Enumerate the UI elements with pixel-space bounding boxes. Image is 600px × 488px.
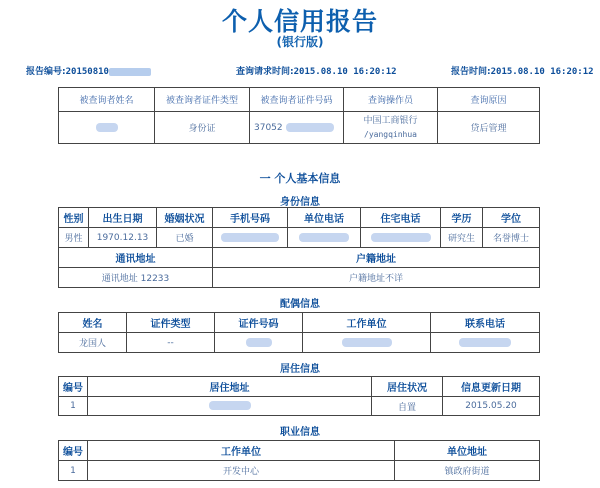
col-id-number: 被查询者证件号码 [250,88,344,112]
report-time [451,64,594,77]
col-employer: 工作单位 [88,441,395,461]
col-residence-updated: 信息更新日期 [443,377,540,397]
col-work-phone: 单位电话 [288,208,361,228]
col-reason: 查询原因 [438,88,540,112]
redacted-block [286,123,334,132]
id-number-prefix: 37052 [254,122,283,133]
queried-id-type: 身份证 [155,112,250,144]
spouse-id-number [215,333,303,353]
query-table [58,87,540,144]
spouse-table [58,312,540,353]
col-spouse-phone: 联系电话 [431,313,540,333]
employment-header-row [59,441,540,461]
col-mailing-address: 通讯地址 [59,248,213,268]
address-data-row [59,268,540,288]
redacted-block [209,401,251,410]
col-degree: 学位 [483,208,540,228]
residence-table [58,376,540,416]
redacted-block [371,233,431,242]
operator-bank: 中国工商银行 [363,115,418,126]
col-spouse-id-number: 证件号码 [215,313,303,333]
redacted-block [246,338,272,347]
spouse-id-type: -- [127,333,215,353]
redacted-block [299,233,349,242]
employer-address: 镇政府街道 [395,461,540,481]
operator-user: /yangqinhua [364,129,417,139]
col-mobile: 手机号码 [213,208,288,228]
query-request-time [236,64,397,77]
report-number-label: 报告编号: [26,67,66,77]
redacted-block [221,233,279,242]
col-residence-no: 编号 [59,377,88,397]
col-residence-status: 居住状况 [372,377,443,397]
education: 研究生 [441,228,483,248]
col-spouse-name: 姓名 [59,313,127,333]
address-header-row [59,248,540,268]
mobile [213,228,288,248]
col-employment-no: 编号 [59,441,88,461]
col-gender: 性别 [59,208,89,228]
redacted-block [109,68,151,76]
registered-address: 户籍地址不详 [213,268,540,288]
redacted-block [96,123,118,132]
spouse-header-row [59,313,540,333]
col-home-phone: 住宅电话 [361,208,441,228]
spouse-name: 龙国人 [59,333,127,353]
queried-name [59,112,155,144]
residence-title: 居住信息 [280,364,320,375]
col-spouse-id-type: 证件类型 [127,313,215,333]
report-title: 个人信用报告 [221,7,378,36]
employer: 开发中心 [88,461,395,481]
residence-address [88,397,372,416]
employment-table [58,440,540,481]
gender: 男性 [59,228,89,248]
section-basic-info: 一 个人基本信息 [259,172,341,185]
employment-data-row [59,461,540,481]
col-employer-address: 单位地址 [395,441,540,461]
redacted-block [342,338,392,347]
query-data-row [59,112,540,144]
col-marital: 婚姻状况 [157,208,213,228]
col-operator: 查询操作员 [344,88,438,112]
work-phone [288,228,361,248]
spouse-data-row [59,333,540,353]
degree: 名誉博士 [483,228,540,248]
residence-header-row [59,377,540,397]
query-header-row [59,88,540,112]
report-time-value: 2015.08.10 16:20:12 [490,67,594,77]
query-reason: 贷后管理 [438,112,540,144]
marital-status: 已婚 [157,228,213,248]
col-education: 学历 [441,208,483,228]
col-residence-address: 居住地址 [88,377,372,397]
report-number-value: 20150810 [65,67,109,77]
residence-no: 1 [59,397,88,416]
home-phone [361,228,441,248]
spouse-employer [303,333,431,353]
report-subtitle: (银行版) [276,35,324,49]
redacted-block [459,338,511,347]
identity-title: 身份信息 [280,197,320,208]
residence-status: 自置 [372,397,443,416]
residence-data-row [59,397,540,416]
employment-no: 1 [59,461,88,481]
report-number [26,64,151,77]
employment-title: 职业信息 [280,427,320,438]
col-name: 被查询者姓名 [59,88,155,112]
col-id-type: 被查询者证件类型 [155,88,250,112]
query-time-label: 查询请求时间: [236,67,294,77]
col-registered-address: 户籍地址 [213,248,540,268]
col-birthdate: 出生日期 [89,208,157,228]
spouse-phone [431,333,540,353]
queried-id-number [250,112,344,144]
query-operator [344,112,438,144]
spouse-title: 配偶信息 [280,299,320,310]
identity-table [58,207,540,288]
col-spouse-employer: 工作单位 [303,313,431,333]
identity-header-row [59,208,540,228]
mailing-address: 通讯地址 12233 [59,268,213,288]
birthdate: 1970.12.13 [89,228,157,248]
residence-updated: 2015.05.20 [443,397,540,416]
identity-data-row [59,228,540,248]
report-time-label: 报告时间: [451,67,491,77]
query-time-value: 2015.08.10 16:20:12 [293,67,397,77]
